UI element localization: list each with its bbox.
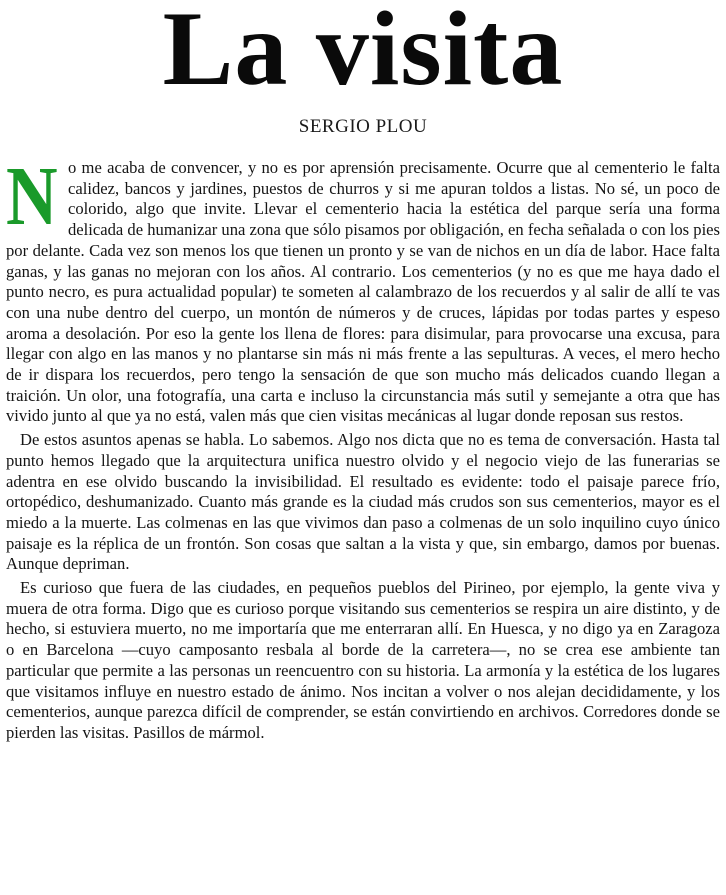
paragraph-2: De estos asuntos apenas se habla. Lo sabemos. Algo nos dicta que no es tema de conversación. Hasta tal punto hemos llegado que la arquitectura unifica nuestro olvido y el negocio viejo de las funerarias se adentra en ese olvido buscando la invisibilidad. El resultado es evidente: todo el paisaje parece frío, ortopédico, deshumanizado. Cuanto más grande es la ciudad más crudos son sus cementerios, mayor es el miedo a la muerte. Las colmenas en las que vivimos dan paso a colmenas de un solo inquilino cuyo único paisaje es la réplica de un frontón. Son cosas que saltan a la vista y que, sin embargo, damos por buenas. Aunque depriman. (6, 430, 720, 574)
paragraph-3: Es curioso que fuera de las ciudades, en pequeños pueblos del Pirineo, por ejemplo, la gente viva y muera de otra forma. Digo que es curioso porque visitando sus cementerios se respira un aire distinto, y de hecho, si estuviera muerto, no me importaría que me enterraran allí. En Huesca, y no digo ya en Zaragoza o en Barcelona —cuyo camposanto resbala al borde de la carretera—, no se crea ese ambiente tan particular que permite a las personas un reencuentro con su historia. La armonía y la estética de los lugares que visitamos influye en nuestro estado de ánimo. Nos incitan a volver o nos alejan decididamente, y los cementerios, aunque parezca difícil de comprender, se están convirtiendo en archivos. Corredores donde se pierden las visitas. Pasillos de mármol. (6, 578, 720, 742)
paragraph-1-text: o me acaba de convencer, y no es por aprensión precisamente. Ocurre que al cementerio le falta calidez, bancos y jardines, puestos de churros y si me apuran toldos a listas. No sé, un poco de colorido, algo que invite. Llevar el cementerio hacia la estética del parque sería una forma delicada de humanizar una zona que sólo pisamos por obligación, en fecha señalada o con los pies por delante. Cada vez son menos los que tienen un pronto y se van de nichos en un día de labor. Hace falta ganas, y las ganas no mejoran con los años. Al contrario. Los cementerios (y no es que me haya dado el punto necro, es pura actualidad popular) te someten al calambrazo de los recuerdos y al salir de allí te vas con una nube dentro del cuerpo, un montón de números y de cruces, lápidas por todas partes y espeso aroma a desolación. Por eso la gente los llena de flores: para disimular, para provocarse una excusa, para llegar con algo en las manos y no plantarse sin más ni más frente a las sepulturas. A veces, el mero hecho de ir dispara los recuerdos, pero tengo la sensación de que son mucho más delicados cuando llegan a traición. Un olor, una fotografía, una carta e incluso la circunstancia más sutil y semejante a otra que has vivido junto al que ya no está, valen más que cien visitas mecánicas al lugar donde reposan sus restos. (6, 158, 721, 426)
drop-cap-letter: N (6, 150, 58, 243)
paragraph-1 (6, 150, 721, 427)
article-page (6, 0, 720, 895)
author-byline: SERGIO PLOU (298, 116, 428, 137)
article-title: La visita (162, 0, 564, 107)
article-body (6, 150, 721, 744)
